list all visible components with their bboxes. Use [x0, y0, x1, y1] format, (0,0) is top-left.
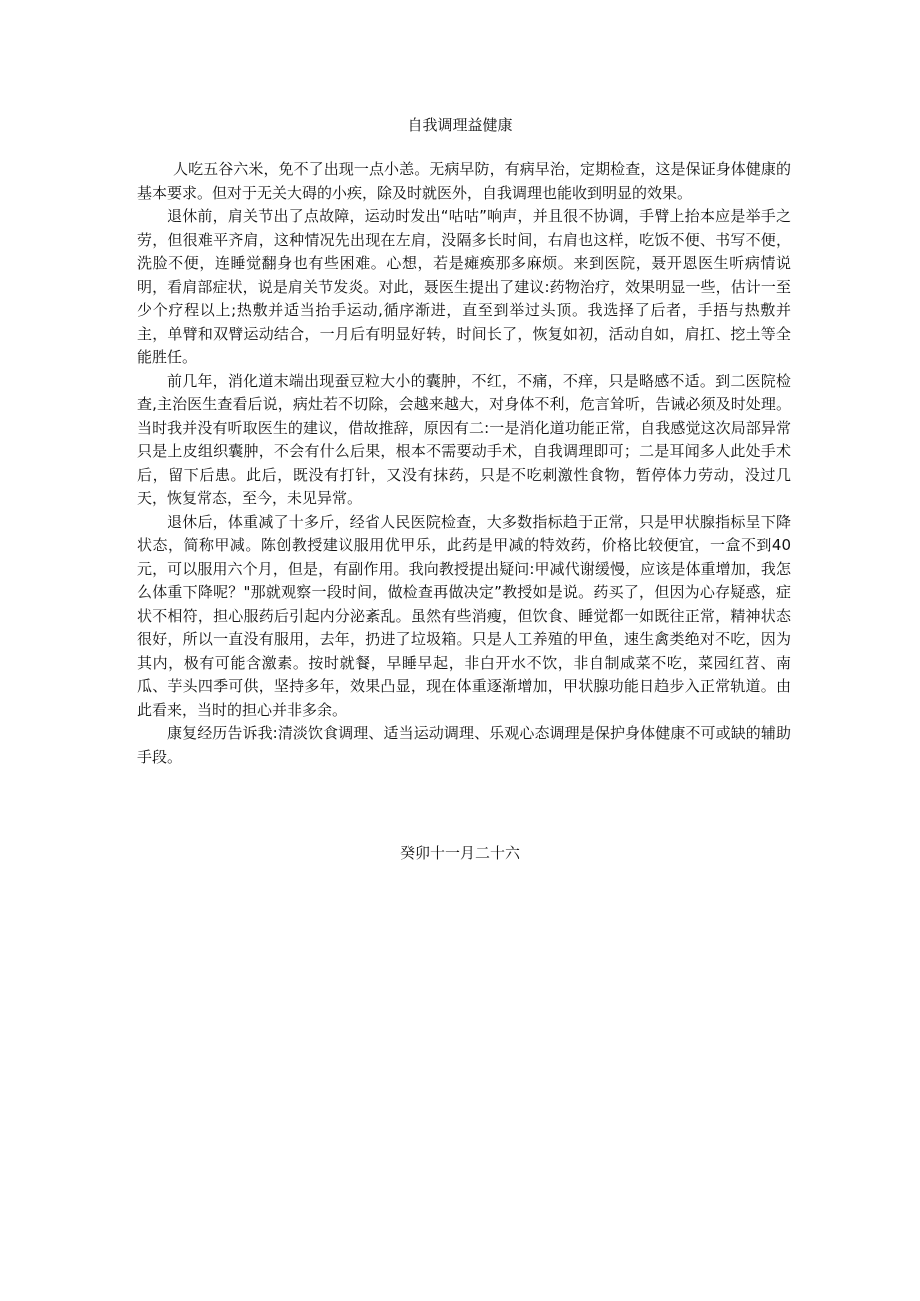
document-title: 自我调理益健康: [407, 116, 513, 134]
paragraph-conclusion: 康复经历告诉我:清淡饮食调理、适当运动调理、乐观心态调理是保护身体健康不可或缺的辅助手段。: [137, 724, 791, 766]
document-date: 癸卯十一月二十六: [399, 844, 520, 862]
paragraph-shoulder: 退休前，肩关节出了点故障，运动时发出“咕咕”响声，并且很不协调，手臂上抬本应是举手之劳，但很难平齐肩，这种情况先出现在左肩，没隔多长时间，右肩也这样，吃饭不便、书写不便，洗脸不便，连睡觉翻身也有些困难。心想，若是瘫痪那多麻烦。来到医院，聂开恩医生听病情说明，看肩部症状，说是肩关节发炎。对此，聂医生提出了建议:药物治疗，效果明显一些，估计一至少个疗程以上;热敷并适当抬手运动,循序渐进，直至到举过头顶。我选择了后者，手捂与热敷并主，单臂和双臂运动结合，一月后有明显好转，时间长了，恢复如初，活动自如，肩扛、挖土等全能胜任。: [137, 207, 791, 366]
document-body: [137, 158, 791, 769]
paragraph-cyst: 前几年，消化道末端出现蚕豆粒大小的囊肿，不红，不痛，不痒，只是略感不适。到二医院检查,主治医生查看后说，病灶若不切除，会越来越大，对身体不利，危言耸听，告诫必须及时处理。当时我并没有听取医生的建议，借故推辞，原因有二:一是消化道功能正常，自我感觉这次局部异常只是上皮组织囊肿，不会有什么后果，根本不需要动手术，自我调理即可；二是耳闻多人此处手术后，留下后患。此后，既没有打针，又没有抹药，只是不吃刺激性食物，暂停体力劳动，没过几天，恢复常态，至今，未见异常。: [137, 371, 791, 507]
paragraph-thyroid: 退休后，体重减了十多斤，经省人民医院检查，大多数指标趋于正常，只是甲状腺指标呈下降状态，简称甲减。陈创教授建议服用优甲乐，此药是甲减的特效药，价格比较便宜，一盒不到40元，可以服用六个月，但是，有副作用。我向教授提出疑问:甲减代谢缓慢，应该是体重增加，我怎么体重下降呢？"那就观察一段时间，做检查再做决定”教授如是说。药买了，但因为心存疑惑，症状不相符，担心服药后引起内分泌紊乱。虽然有些消瘦，但饮食、睡觉都一如既往正常，精神状态很好，所以一直没有服用，去年，扔进了垃圾箱。只是人工养殖的甲鱼，速生禽类绝对不吃，因为其内，极有可能含激素。按时就餐，早睡早起，非白开水不饮，非自制咸菜不吃，菜园红苕、南瓜、芋头四季可供，坚持多年，效果凸显，现在体重逐渐增加，甲状腺功能日趋步入正常轨道。由此看来，当时的担心并非多余。: [137, 512, 791, 719]
paragraph-intro: 人吃五谷六米，免不了出现一点小恙。无病早防，有病早治，定期检查，这是保证身体健康的基本要求。但对于无关大碍的小疾，除及时就医外，自我调理也能收到明显的效果。: [137, 160, 791, 202]
